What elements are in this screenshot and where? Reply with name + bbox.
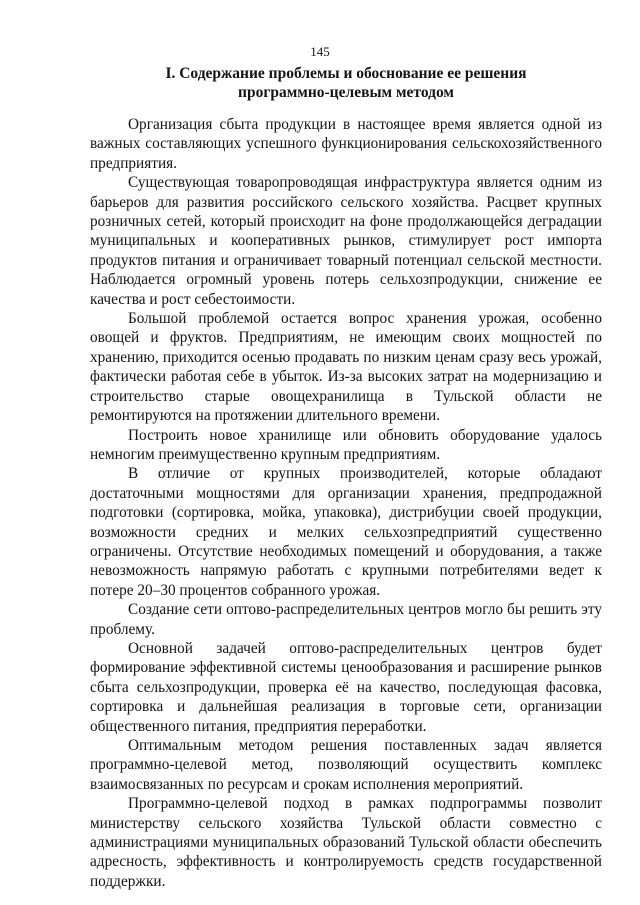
paragraph-storage-problem: Большой проблемой остается вопрос хранения урожая, особенно овощей и фруктов. Предприятиям, не имеющим своих мощностей по хранению, приходится осенью продавать по низким ценам сразу весь урожай, фактически работая себе в убыток. Из-за высоких затрат на модернизацию и строительство старые овощехранилища в Тульской области не ремонтируются на протяжении длительного времени. xyxy=(90,310,602,425)
paragraph-optimal-method: Оптимальным методом решения поставленных задач является программно-целевой метод, позволяющий осуществить комплекс взаимосвязанных по ресурсам и срокам исполнения мероприятий. xyxy=(90,737,602,793)
page-number: 145 xyxy=(310,44,330,59)
paragraph-sales-organization: Организация сбыта продукции в настоящее время является одной из важных составляющих успешного функционирования сельскохозяйственного предприятия. xyxy=(90,116,602,172)
body-text xyxy=(90,115,602,891)
section-heading-line-2: программно-целевым методом xyxy=(238,84,454,101)
paragraph-new-storage: Построить новое хранилище или обновить оборудование удалось немногим преимущественно крупным предприятиям. xyxy=(90,426,602,463)
paragraph-distribution-centers: Создание сети оптово-распределительных центров могло бы решить эту проблему. xyxy=(90,601,602,638)
paragraph-infrastructure: Существующая товаропроводящая инфраструктура является одним из барьеров для развития российского сельского хозяйства. Расцвет крупных розничных сетей, который происходит на фоне продолжающейся деградации муниципальных и кооперативных рынков, стимулирует рост импорта продуктов питания и ограничивает товарный потенциал сельской местности. Наблюдается огромный уровень потерь сельхозпродукции, снижение ее качества и рост себестоимости. xyxy=(90,174,602,308)
paragraph-small-producers: В отличие от крупных производителей, которые обладают достаточными мощностями для организации хранения, предпродажной подготовки (сортировка, мойка, упаковка), дистрибуции своей продукции, возможности средних и мелких сельхозпредприятий существенно ограничены. Отсутствие необходимых помещений и оборудования, а также невозможность напрямую работать с крупными потребителями ведет к потере 20–30 процентов собранного урожая. xyxy=(90,465,602,599)
section-heading xyxy=(90,64,602,102)
paragraph-program-approach: Программно-целевой подход в рамках подпрограммы позволит министерству сельского хозяйства Тульской области совместно с администрациями муниципальных образований Тульской области обеспечить адресность, эффективность и контролируемость средств государственной поддержки. xyxy=(90,795,602,890)
paragraph-main-task: Основной задачей оптово-распределительных центров будет формирование эффективной системы ценообразования и расширение рынков сбыта сельхозпродукции, проверка её на качество, последующая фасовка, сортировка и дальнейшая реализация в торговые сети, организации общественного питания, предприятия переработки. xyxy=(90,639,602,735)
section-heading-line-1: I. Содержание проблемы и обоснование ее решения xyxy=(165,65,527,82)
